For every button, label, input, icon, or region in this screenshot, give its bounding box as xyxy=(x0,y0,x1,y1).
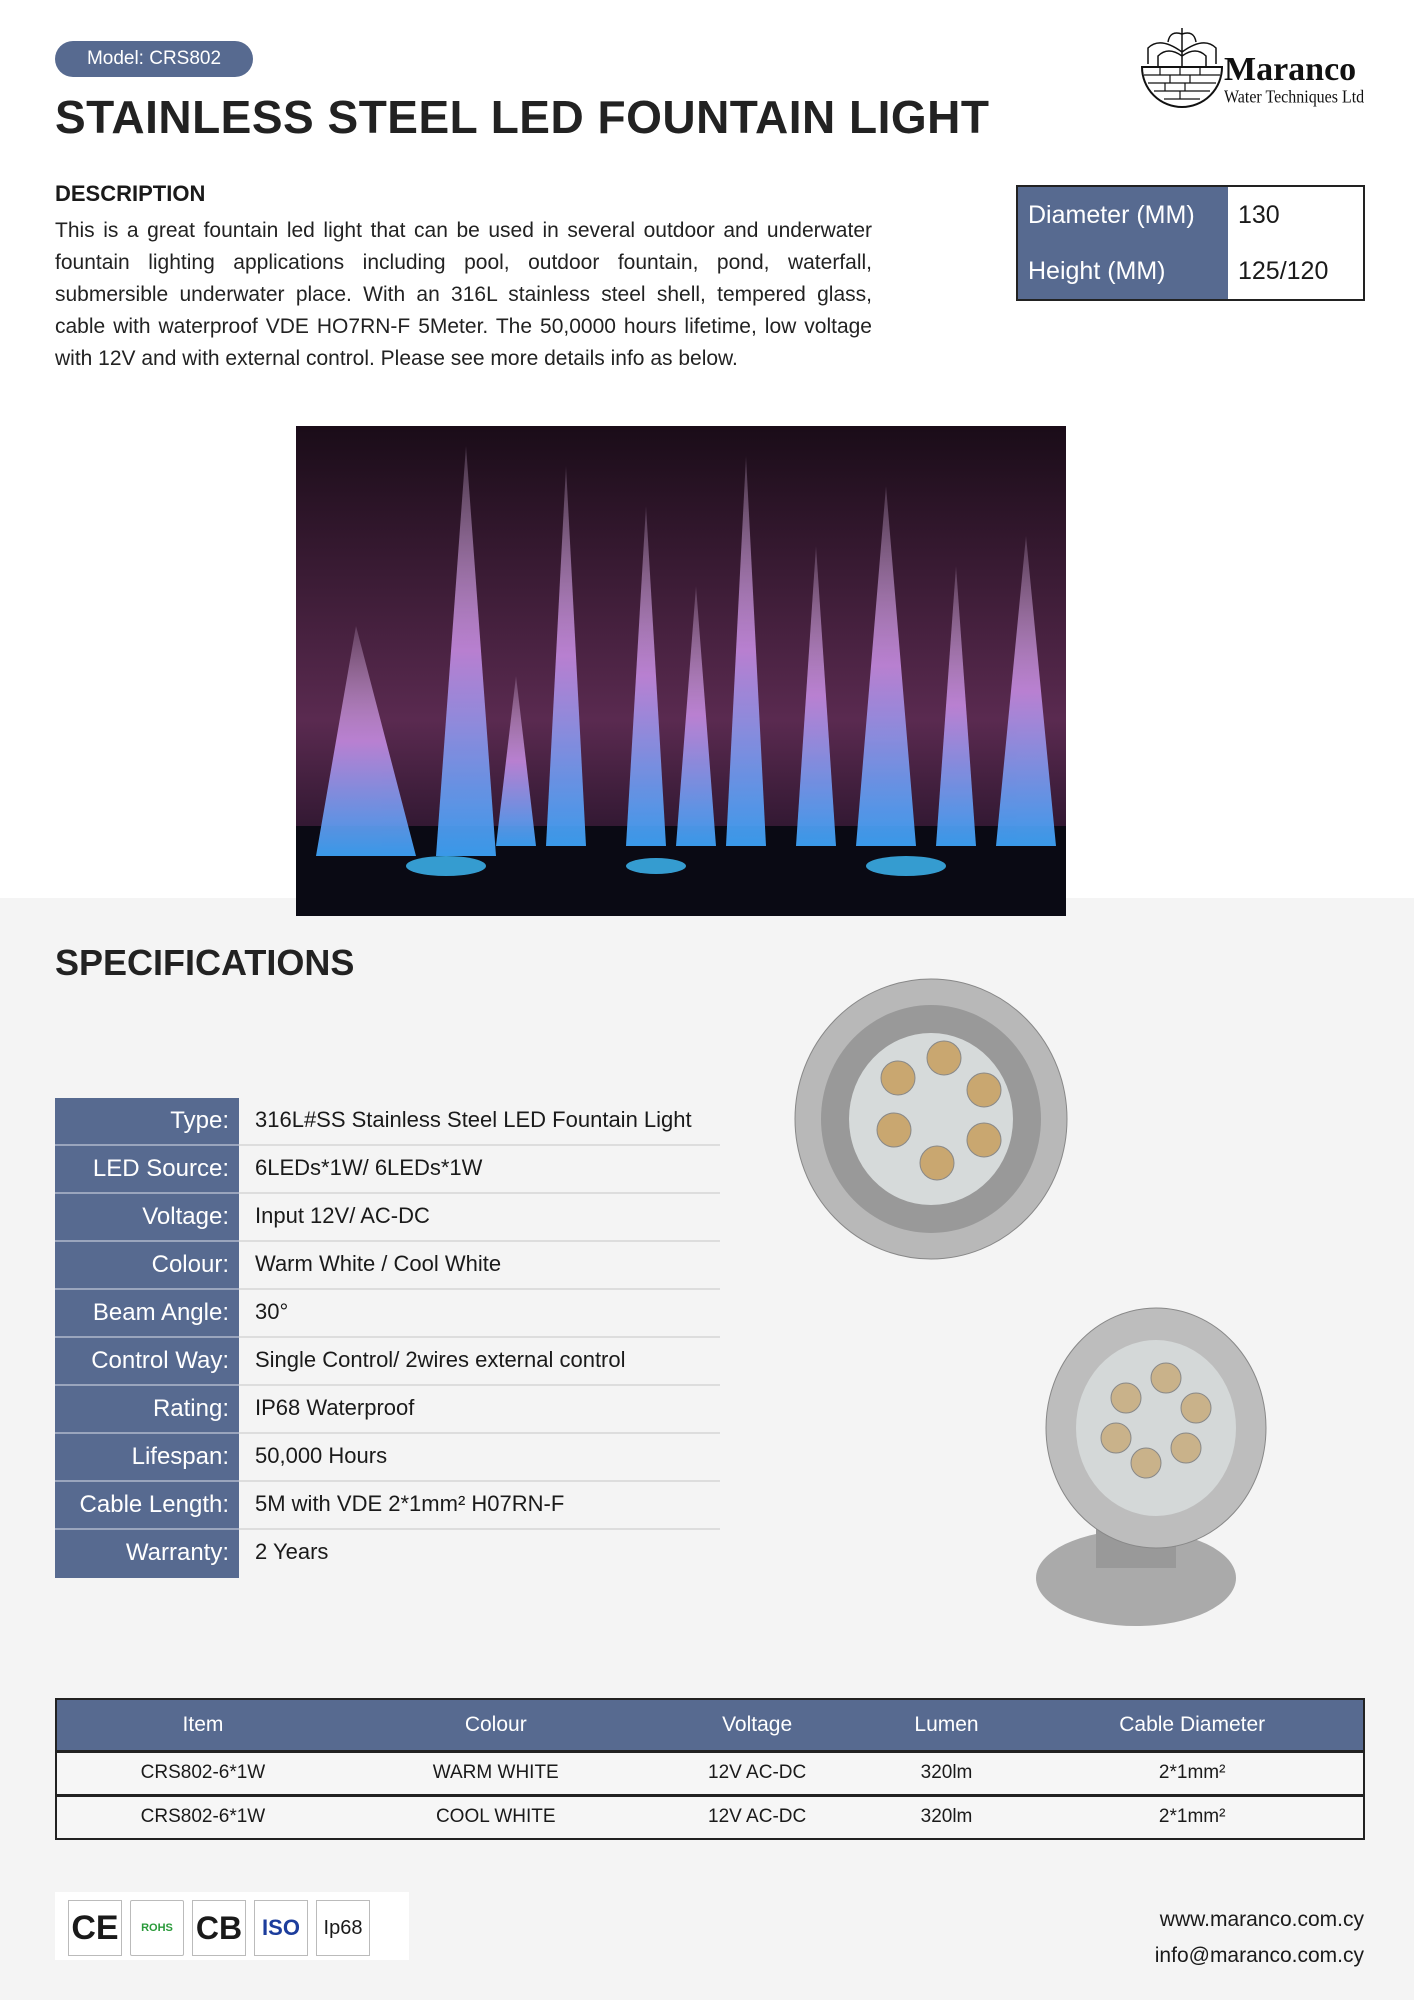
table-cell: CRS802-6*1W xyxy=(56,1751,349,1795)
certification-logos xyxy=(55,1892,409,1960)
spec-value: 2 Years xyxy=(255,1539,329,1564)
table-row xyxy=(56,1751,1364,1795)
specifications-table xyxy=(55,1098,720,1578)
table-cell: COOL WHITE xyxy=(349,1795,643,1839)
website-link[interactable]: www.maranco.com.cy xyxy=(1159,1908,1364,1931)
spec-label: Rating: xyxy=(55,1386,239,1434)
iso-badge-icon: ISO xyxy=(254,1900,308,1956)
fountain-photo xyxy=(296,426,1066,916)
dimension-label: Diameter (MM) xyxy=(1018,187,1228,243)
svg-text:Water Techniques Ltd: Water Techniques Ltd xyxy=(1224,86,1365,107)
table-cell: WARM WHITE xyxy=(349,1751,643,1795)
spec-label: Type: xyxy=(55,1098,239,1146)
page-title: STAINLESS STEEL LED FOUNTAIN LIGHT xyxy=(55,91,990,143)
dimensions-table xyxy=(1016,185,1365,301)
column-header: Item xyxy=(56,1699,349,1751)
table-cell: 12V AC-DC xyxy=(643,1751,872,1795)
specifications-heading: SPECIFICATIONS xyxy=(55,942,355,983)
spec-value: 6LEDs*1W/ 6LEDs*1W xyxy=(239,1146,720,1194)
spec-value: Warm White / Cool White xyxy=(239,1242,720,1290)
spec-label: Cable Length: xyxy=(55,1482,239,1530)
table-cell: 12V AC-DC xyxy=(643,1795,872,1839)
description-text: This is a great fountain led light that can be used in several outdoor and underwater fountain lighting applications including pool, outdoor fountain, pond, waterfall, submersible underwater place. With an 316L stainless steel shell, tempered glass, cable with waterproof VDE HO7RN-F 5Meter. The 50,0000 hours lifetime, low voltage with 12V and with external control. Please see more details info as below. xyxy=(55,219,872,370)
product-image-stand xyxy=(1016,1298,1268,1633)
spec-value: 30° xyxy=(239,1290,720,1338)
table-cell: CRS802-6*1W xyxy=(56,1795,349,1839)
spec-value: 316L#SS Stainless Steel LED Fountain Light xyxy=(239,1098,720,1146)
table-row xyxy=(56,1795,1364,1839)
dimension-row xyxy=(1018,187,1363,243)
model-badge: Model: CRS802 xyxy=(55,41,253,77)
cb-mark-icon: CB xyxy=(192,1900,246,1956)
spec-row xyxy=(55,1146,720,1194)
column-header: Voltage xyxy=(643,1699,872,1751)
spec-row xyxy=(55,1482,720,1530)
dimension-label: Height (MM) xyxy=(1018,243,1228,299)
ip68-badge-icon: Ip68 xyxy=(316,1900,370,1956)
spec-value: 5M with VDE 2*1mm² H07RN-F xyxy=(239,1482,720,1530)
table-cell: 320lm xyxy=(872,1795,1022,1839)
spec-label: LED Source: xyxy=(55,1146,239,1194)
spec-label: Control Way: xyxy=(55,1338,239,1386)
spec-label: Warranty: xyxy=(55,1530,239,1578)
spec-row xyxy=(55,1338,720,1386)
column-header: Cable Diameter xyxy=(1021,1699,1364,1751)
spec-label: Colour: xyxy=(55,1242,239,1290)
spec-row xyxy=(55,1098,720,1146)
spec-label: Lifespan: xyxy=(55,1434,239,1482)
dimension-row xyxy=(1018,243,1363,299)
spec-label: Beam Angle: xyxy=(55,1290,239,1338)
company-logo xyxy=(1140,22,1370,122)
description-heading: DESCRIPTION xyxy=(55,181,206,206)
table-cell: 320lm xyxy=(872,1751,1022,1795)
spec-value: 50,000 Hours xyxy=(239,1434,720,1482)
spec-row xyxy=(55,1434,720,1482)
spec-row xyxy=(55,1242,720,1290)
models-table xyxy=(55,1698,1365,1840)
column-header: Colour xyxy=(349,1699,643,1751)
table-cell: 2*1mm² xyxy=(1021,1795,1364,1839)
models-header-row xyxy=(56,1699,1364,1751)
spec-value: Input 12V/ AC-DC xyxy=(239,1194,720,1242)
table-cell: 2*1mm² xyxy=(1021,1751,1364,1795)
spec-label: Voltage: xyxy=(55,1194,239,1242)
spec-value: IP68 Waterproof xyxy=(239,1386,720,1434)
rohs-badge-icon: ROHS xyxy=(130,1900,184,1956)
product-image-flat xyxy=(794,978,1068,1265)
dimension-value: 125/120 xyxy=(1228,243,1363,299)
column-header: Lumen xyxy=(872,1699,1022,1751)
svg-text:Maranco: Maranco xyxy=(1224,51,1357,88)
spec-value: Single Control/ 2wires external control xyxy=(239,1338,720,1386)
spec-row xyxy=(55,1290,720,1338)
spec-row xyxy=(55,1386,720,1434)
fountain-logo-icon xyxy=(1140,22,1370,122)
dimension-value: 130 xyxy=(1228,187,1363,243)
spec-row xyxy=(55,1194,720,1242)
email-link[interactable]: info@maranco.com.cy xyxy=(1154,1944,1364,1967)
spec-row xyxy=(55,1530,720,1578)
ce-mark-icon: CE xyxy=(68,1900,122,1956)
